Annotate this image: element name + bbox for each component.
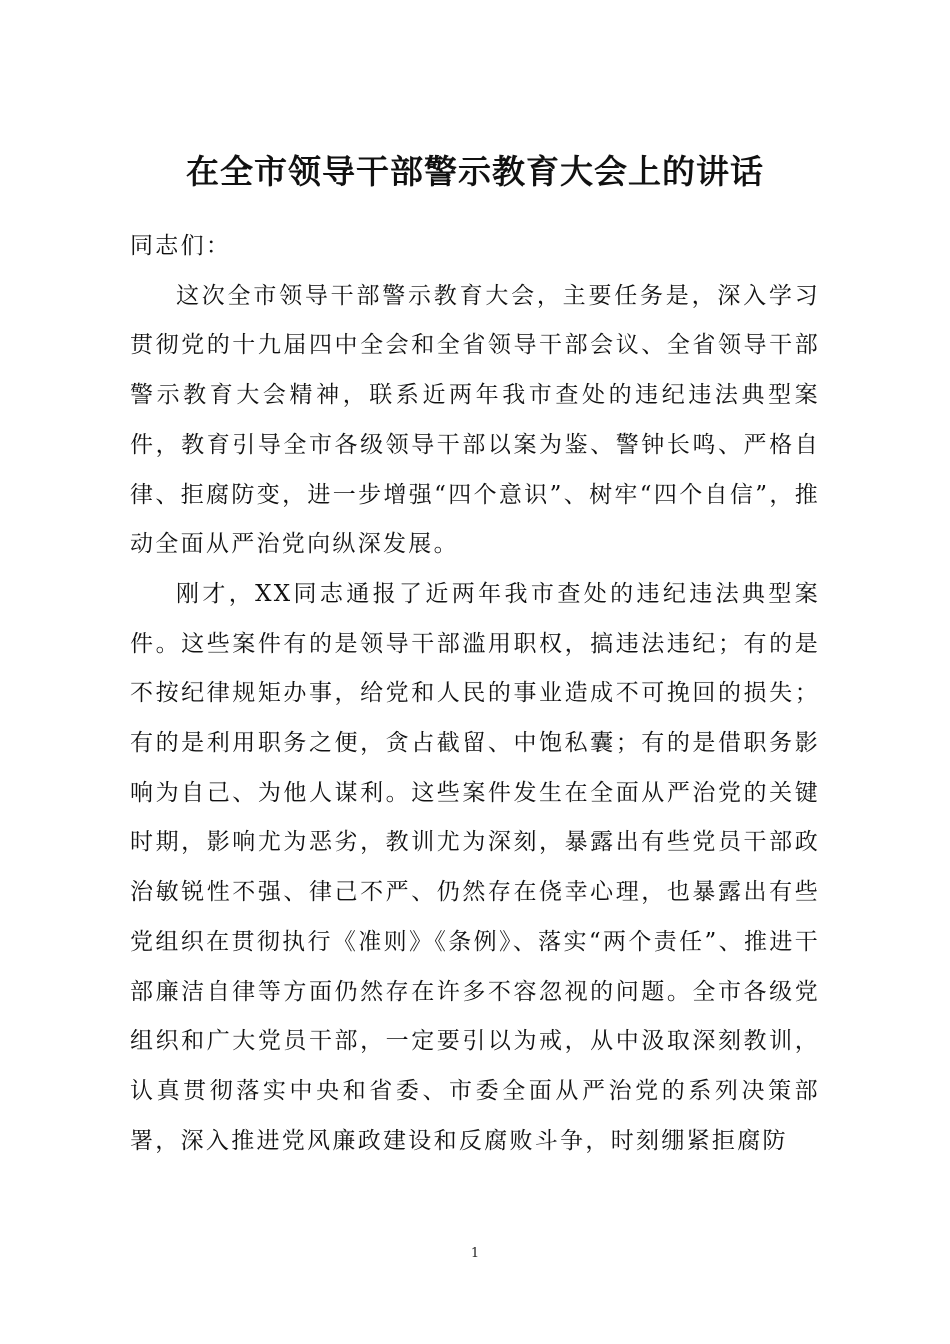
body-paragraph-2: 刚才，XX同志通报了近两年我市查处的违纪违法典型案件。这些案件有的是领导干部滥用职权，搞违法违纪；有的是不按纪律规矩办事，给党和人民的事业造成不可挽回的损失；有的是利用职务之便，贪占截留、中饱私囊；有的是借职务影响为自己、为他人谋利。这些案件发生在全面从严治党的关键时期，影响尤为恶劣，教训尤为深刻，暴露出有些党员干部政治敏锐性不强、律己不严、仍然存在侥幸心理，也暴露出有些党组织在贯彻执行《准则》《条例》、落实“两个责任”、推进干部廉洁自律等方面仍然存在许多不容忽视的问题。全市各级党组织和广大党员干部，一定要引以为戒，从中汲取深刻教训，认真贯彻落实中央和省委、市委全面从严治党的系列决策部署，深入推进党风廉政建设和反腐败斗争，时刻绷紧拒腐防 (130, 580, 820, 1154)
salutation: 同志们： (130, 233, 232, 259)
page-number: 1 (470, 1246, 480, 1261)
body-paragraph-1: 这次全市领导干部警示教育大会，主要任务是，深入学习贯彻党的十九届四中全会和全省领导干部会议、全省领导干部警示教育大会精神，联系近两年我市查处的违纪违法典型案件，教育引导全市各级领导干部以案为鉴、警钟长鸣、严格自律、拒腐防变，进一步增强“四个意识”、树牢“四个自信”，推动全面从严治党向纵深发展。 (130, 282, 820, 558)
document-body (130, 222, 820, 1166)
document-title: 在全市领导干部警示教育大会上的讲话 (186, 152, 764, 191)
